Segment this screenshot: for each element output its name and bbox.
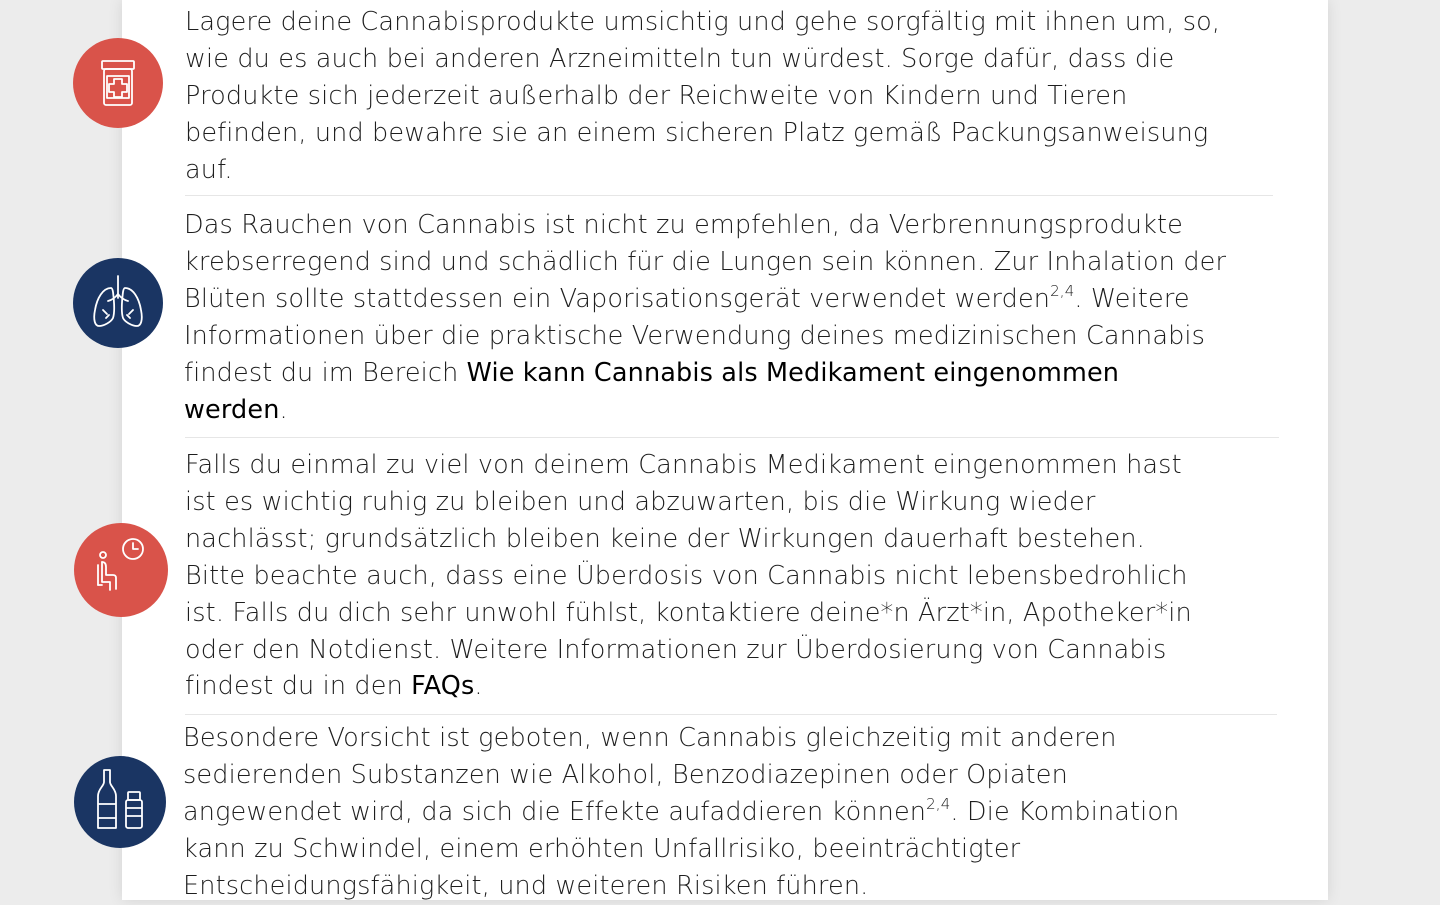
faqs-link[interactable]: FAQs [411, 671, 475, 702]
footnote-ref: 2,4 [926, 794, 951, 813]
content-panel [122, 0, 1328, 900]
overdose-advice-text: Falls du einmal zu viel von deinem Cannabis Medikament eingenommen hast ist es wichtig ruhig zu bleiben und abzuwarten, bis die Wirkung wieder nachlässt; grundsätzlich bleiben keine der Wirkungen dauerhaft bestehen. Bitte beachte auch, dass eine Überdosis von Cannabis nicht lebensbedrohlich ist. Falls du dich sehr unwohl fühlst, kontaktiere deine*n Ärzt*in, Apotheker*in oder den Notdienst. Weitere Informationen zur Überdosierung von Cannabis findest du in den FAQs. [185, 450, 1192, 702]
intake-methods-link-cont[interactable]: werden [184, 394, 280, 425]
interaction-advice-text: Besondere Vorsicht ist geboten, wenn Cannabis gleichzeitig mit anderen sedierenden Substanzen wie Alkohol, Benzodiazepinen oder Opiaten angewendet wird, da sich die Effekte aufaddieren können$^{2,4}$. Die Kombination kann zu Schwindel, einem erhöhten Unfallrisiko, beeinträchtigter Entscheidungsfähigkeit, und weiteren Risiken führen. [183, 723, 1180, 901]
divider [185, 195, 1273, 196]
lungs-icon [73, 258, 163, 348]
divider [185, 714, 1277, 715]
smoking-advice-text: Das Rauchen von Cannabis ist nicht zu empfehlen, da Verbrennungsprodukte krebserregend sind und schädlich für die Lungen sein können. Zur Inhalation der Blüten sollte stattdessen ein Vaporisationsgerät verwendet werden$^{2,4}$. Weitere Informationen über die praktische Verwendung deines medizinischen Cannabis findest du im Bereich Wie kann Cannabis als Medikament eingenommen werden. [184, 210, 1227, 425]
footnote-ref: 2,4 [1050, 281, 1075, 300]
intake-methods-link[interactable]: Wie kann Cannabis als Medikament eingenommen [466, 357, 1120, 388]
storage-advice-text: Lagere deine Cannabisprodukte umsichtig und gehe sorgfältig mit ihnen um, so, wie du es auch bei anderen Arzneimitteln tun würdest. Sorge dafür, dass die Produkte sich jederzeit außerhalb der Reichweite von Kindern und Tieren befinden, und bewahre sie an einem sicheren Platz gemäß Packungsanweisung auf. [185, 7, 1221, 185]
medicine-jar-icon [73, 38, 163, 128]
divider [185, 437, 1279, 438]
alcohol-pills-icon [74, 756, 166, 848]
person-waiting-clock-icon [74, 523, 168, 617]
